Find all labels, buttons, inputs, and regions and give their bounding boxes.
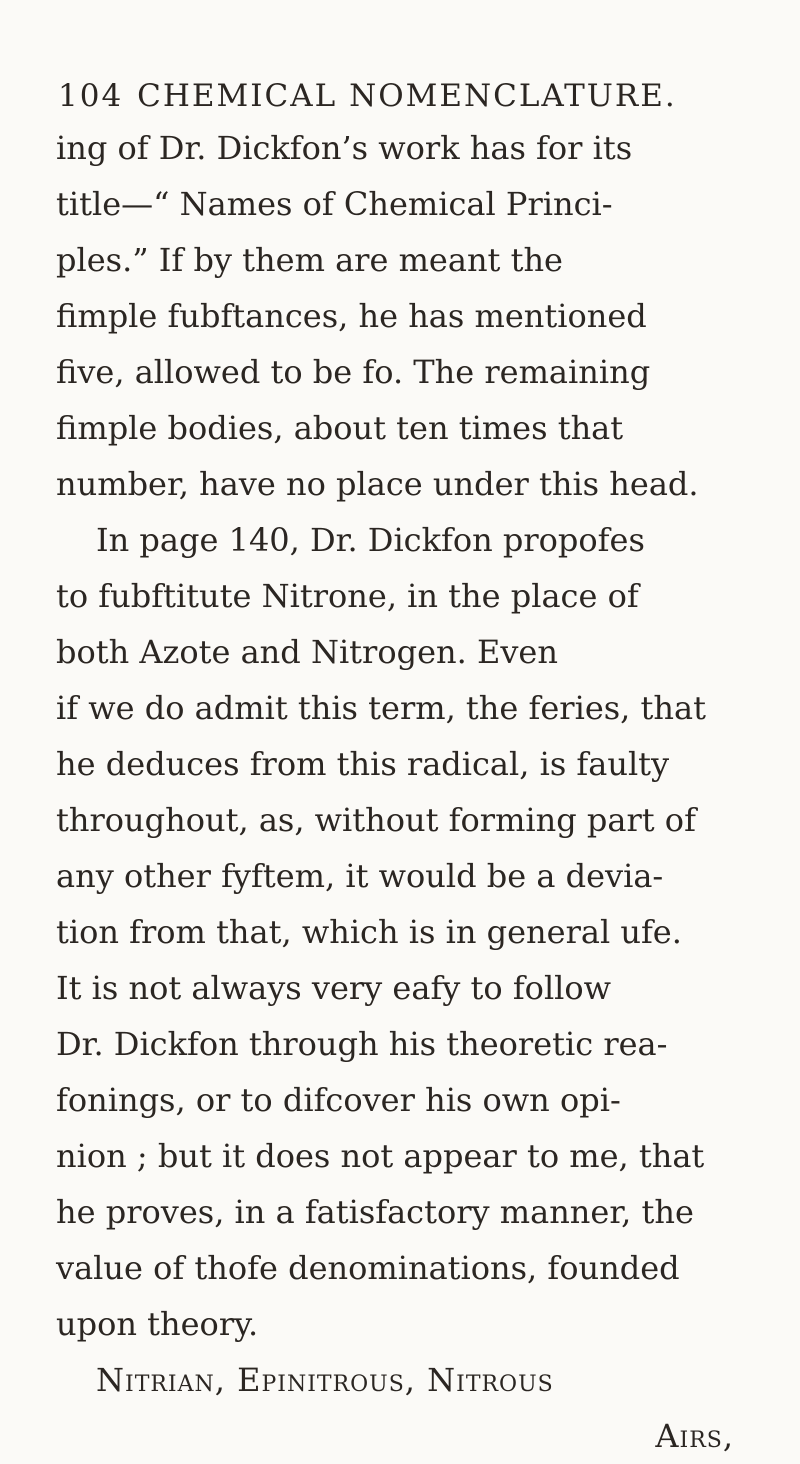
text-line: ing of Dr. Dickfon’s work has for its (56, 129, 633, 167)
text-line: It is not always very eafy to follow (56, 969, 612, 1007)
text-line: he proves, in a fatisfactory manner, the (56, 1193, 694, 1231)
text-line: ples.” If by them are meant the (56, 241, 563, 279)
text-line: upon theory. (56, 1305, 259, 1343)
text-line: tion from that, which is in general ufe. (56, 913, 682, 951)
text-line: title—“ Names of Chemical Princi- (56, 185, 613, 223)
section-heading-continued: Airs, (655, 1417, 734, 1455)
text-line: Dr. Dickfon through his theoretic rea- (56, 1025, 668, 1063)
text-line: value of thofe denominations, founded (56, 1249, 680, 1287)
text-line: fimple fubftances, he has mentioned (56, 297, 647, 335)
text-line: number, have no place under this head. (56, 465, 699, 503)
text-line: any other fyftem, it would be a devia- (56, 857, 664, 895)
section-heading: Nitrian, Epinitrous, Nitrous (96, 1361, 554, 1399)
text-line: if we do admit this term, the feries, that (56, 689, 706, 727)
text-line: In page 140, Dr. Dickfon propofes (96, 521, 645, 559)
text-line: five, allowed to be fo. The remaining (56, 353, 651, 391)
text-line: nion ; but it does not appear to me, that (56, 1137, 705, 1175)
text-line: throughout, as, without forming part of (56, 801, 696, 839)
text-line: to fubftitute Nitrone, in the place of (56, 577, 639, 615)
body-text (56, 120, 746, 1464)
page-number: 104 (58, 78, 124, 114)
text-line: fimple bodies, about ten times that (56, 409, 624, 447)
text-line: fonings, or to difcover his own opi- (56, 1081, 621, 1119)
running-header (58, 78, 677, 114)
text-line: both Azote and Nitrogen. Even (56, 633, 558, 671)
text-line: he deduces from this radical, is faulty (56, 745, 670, 783)
running-title: CHEMICAL NOMENCLATURE. (137, 78, 677, 114)
